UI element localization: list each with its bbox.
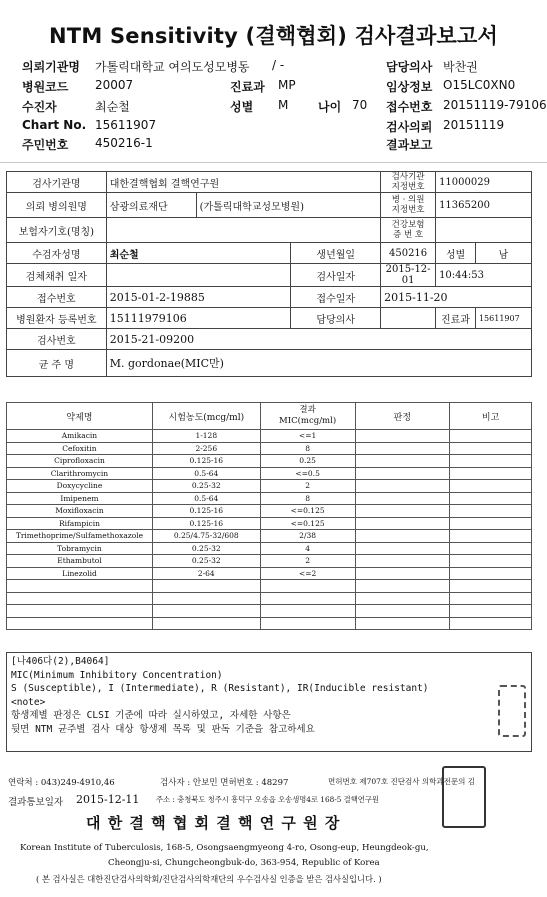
chart-no-label: Chart No. (22, 118, 87, 132)
drug-name: Trimethoprime/Sulfamethoxazole (7, 530, 153, 543)
remark (450, 555, 532, 568)
test-concentration: 2-64 (152, 567, 260, 580)
remark (450, 430, 532, 443)
table-row (7, 467, 532, 480)
org-name-korean: 대 한 결 핵 협 회 결 핵 연 구 원 장 (86, 814, 341, 832)
receipt-date-label: 접수일자 (291, 287, 381, 308)
ins-card-value (436, 218, 532, 243)
test-concentration: 2-256 (152, 442, 260, 455)
info-doctor-label: 담당의사 (291, 308, 381, 329)
table-row (7, 605, 532, 618)
test-concentration (152, 592, 260, 605)
table-row (7, 480, 532, 493)
mic-result: <=2 (260, 567, 355, 580)
resident-value: 450216-1 (95, 136, 153, 150)
interpretation (355, 580, 450, 593)
col-header-interpretation: 판정 (355, 403, 450, 430)
interpretation (355, 430, 450, 443)
remark (450, 480, 532, 493)
remark (450, 467, 532, 480)
req-inst-id-label: 병 · 의원 지정번호 (381, 193, 436, 218)
chart-no-value: 15611907 (95, 118, 157, 132)
test-no-label: 검사번호 (7, 329, 107, 350)
col-header-drug: 약제명 (7, 403, 153, 430)
remark (450, 455, 532, 468)
test-concentration: 0.125-16 (152, 505, 260, 518)
mic-result (260, 617, 355, 630)
interpretation (355, 530, 450, 543)
mic-result: 0.25 (260, 455, 355, 468)
remark (450, 542, 532, 555)
drug-name: Moxifloxacin (7, 505, 153, 518)
interpretation (355, 467, 450, 480)
report-date-value: 2015-12-11 (76, 793, 140, 806)
info-doctor-value (381, 308, 436, 329)
test-concentration (152, 617, 260, 630)
receipt-no-value: 2015-01-2-19885 (106, 287, 291, 308)
test-date-label: 검사일자 (291, 264, 381, 287)
table-row (7, 542, 532, 555)
receipt-label: 접수번호 (386, 100, 433, 114)
remark (450, 505, 532, 518)
table-row (7, 580, 532, 593)
institution-value: 가톨릭대학교 여의도성모병동 (95, 60, 250, 74)
mic-result: 2/38 (260, 530, 355, 543)
mic-result: 8 (260, 492, 355, 505)
seal-stamp-mark (498, 685, 526, 737)
drug-name: Amikacin (7, 430, 153, 443)
interpretation (355, 542, 450, 555)
remark (450, 567, 532, 580)
age-label: 나이 (318, 100, 342, 114)
col-header-remark: 비고 (450, 403, 532, 430)
info-dept-value: 15611907 (475, 308, 531, 329)
drug-name: Linezolid (7, 567, 153, 580)
test-concentration: 0.125-16 (152, 517, 260, 530)
drug-name (7, 605, 153, 618)
drug-name: Tobramycin (7, 542, 153, 555)
remark (450, 605, 532, 618)
footer-address: 주소 : 충청북도 청주시 흥덕구 오송읍 오송생명4로 168-5 결핵연구원 (156, 795, 379, 804)
test-concentration (152, 580, 260, 593)
lab-id-label: 검사기관 지정번호 (381, 172, 436, 193)
drug-name: Rifampicin (7, 517, 153, 530)
info-dept-label: 진료과 (436, 308, 476, 329)
resident-label: 주민번호 (22, 138, 69, 152)
test-concentration: 0.25-32 (152, 542, 260, 555)
footer-contact: 연락처 : 043)249-4910,46 (8, 778, 115, 788)
lab-id-value: 11000029 (436, 172, 532, 193)
patient-name-label: 수검자성명 (7, 243, 107, 264)
remark (450, 517, 532, 530)
drug-name (7, 617, 153, 630)
note-line: 뒷면 NTM 균주별 검사 대상 항생제 목록 및 판독 기준을 참고하세요 (11, 723, 315, 735)
interpretation (355, 455, 450, 468)
ins-card-label: 건강보험 증 번 호 (381, 218, 436, 243)
table-row (7, 567, 532, 580)
official-seal (442, 766, 486, 828)
mic-result: 4 (260, 542, 355, 555)
request-label: 검사의뢰 (386, 120, 433, 134)
remark (450, 530, 532, 543)
insured-value (106, 218, 380, 243)
sex-value: M (278, 98, 289, 112)
interpretation (355, 617, 450, 630)
test-concentration: 0.125-16 (152, 455, 260, 468)
drug-name: Cefoxitin (7, 442, 153, 455)
footer-cert: 면허번호 제707호 진단검사 의학과전문의 김 (328, 777, 476, 786)
notes-box (6, 652, 532, 752)
drug-name: Ciprofloxacin (7, 455, 153, 468)
note-line: 항생제별 판정은 CLSI 기준에 따라 실시하였고, 자세한 사항은 (11, 710, 291, 721)
doctor-value: 박찬권 (443, 60, 478, 74)
remark (450, 580, 532, 593)
ward-value: / - (272, 58, 285, 72)
note-line: MIC(Minimum Inhibitory Concentration) (11, 669, 223, 681)
mic-result: <=0.125 (260, 517, 355, 530)
reg-no-value: 15111979106 (106, 308, 291, 329)
table-row (7, 617, 532, 630)
drug-name (7, 580, 153, 593)
org-address-en-2: Cheongju-si, Chungcheongbuk-do, 363-954, Republic of Korea (108, 858, 380, 868)
report-label: 결과보고 (386, 138, 433, 152)
collect-label: 검체채취 일자 (7, 264, 107, 287)
mic-result (260, 592, 355, 605)
lab-label: 검사기관명 (7, 172, 107, 193)
patient-label: 수진자 (22, 100, 57, 114)
test-concentration: 0.25/4.75-32/608 (152, 530, 260, 543)
interpretation (355, 492, 450, 505)
table-row (7, 455, 532, 468)
test-concentration: 1-128 (152, 430, 260, 443)
note-line: <note> (11, 696, 46, 708)
mic-result: 8 (260, 442, 355, 455)
mic-result: <=0.125 (260, 505, 355, 518)
test-concentration: 0.5-64 (152, 467, 260, 480)
drug-name: Ethambutol (7, 555, 153, 568)
interpretation (355, 442, 450, 455)
doctor-label: 담당의사 (386, 60, 433, 74)
footer-examiner: 검사자 : 안보민 면허번호 : 48297 (160, 778, 289, 788)
remark (450, 617, 532, 630)
mic-result: 2 (260, 480, 355, 493)
receipt-value: 20151119-79106 (443, 98, 547, 112)
test-concentration (152, 605, 260, 618)
table-row (7, 517, 532, 530)
drug-name: Imipenem (7, 492, 153, 505)
patient-info-table (6, 171, 532, 377)
interpretation (355, 605, 450, 618)
test-concentration: 0.25-32 (152, 555, 260, 568)
table-row (7, 492, 532, 505)
sex-value-cell: 남 (475, 243, 531, 264)
org-address-en-1: Korean Institute of Tuberculosis, 168-5, Osongsaengmyeong 4-ro, Osong-eup, Heungdeok-gu, (20, 843, 429, 853)
dob-label: 생년월일 (291, 243, 381, 264)
remark (450, 442, 532, 455)
organism-label: 균 주 명 (7, 350, 107, 377)
dob-value: 450216 (381, 243, 436, 264)
interpretation (355, 517, 450, 530)
test-time-value: 10:44:53 (436, 264, 532, 287)
age-value: 70 (352, 98, 368, 112)
interpretation (355, 555, 450, 568)
remark (450, 592, 532, 605)
test-no-value: 2015-21-09200 (106, 329, 531, 350)
mic-result: <=0.5 (260, 467, 355, 480)
certification-disclaimer: ( 본 검사실은 대한진단검사의학회/진단검사의학재단의 우수검사실 인증을 받은 검사실입니다. ) (36, 874, 382, 884)
lab-value: 대한결핵협회 결핵연구원 (106, 172, 380, 193)
drug-name: Doxycycline (7, 480, 153, 493)
collect-value (106, 264, 291, 287)
mic-result (260, 580, 355, 593)
hospital-code-label: 병원코드 (22, 80, 69, 94)
receipt-date-value: 2015-11-20 (381, 287, 532, 308)
table-row (7, 530, 532, 543)
req-inst-value: 삼광의료재단 (106, 193, 196, 218)
test-concentration: 0.25-32 (152, 480, 260, 493)
mic-result: <=1 (260, 430, 355, 443)
institution-label: 의뢰기관명 (22, 60, 80, 74)
test-concentration: 0.5-64 (152, 492, 260, 505)
patient-value: 최순철 (95, 100, 130, 114)
organism-value: M. gordonae(MIC만) (106, 350, 531, 377)
patient-name-value: 최순철 (106, 243, 291, 264)
interpretation (355, 592, 450, 605)
dept-label: 진료과 (230, 80, 265, 94)
table-row (7, 555, 532, 568)
table-row (7, 592, 532, 605)
req-inst-sub: (가톨릭대학교성모병원) (196, 193, 381, 218)
clinical-info-value: O15LC0XN0 (443, 78, 516, 92)
susceptibility-rows (7, 430, 532, 630)
hospital-code-value: 20007 (95, 78, 134, 92)
table-row (7, 430, 532, 443)
report-title: NTM Sensitivity (결핵협회) 검사결과보고서 (49, 24, 498, 48)
mic-result: 2 (260, 555, 355, 568)
interpretation (355, 480, 450, 493)
req-inst-label: 의뢰 병의원명 (7, 193, 107, 218)
clinical-info-label: 임상정보 (386, 80, 433, 94)
mic-result (260, 605, 355, 618)
drug-name (7, 592, 153, 605)
susceptibility-table (6, 402, 532, 630)
interpretation (355, 505, 450, 518)
col-header-mic: 결과 MIC(mcg/ml) (260, 403, 355, 430)
dept-value: MP (278, 78, 296, 92)
reg-no-label: 병원환자 등록번호 (7, 308, 107, 329)
note-line: [나406다(2),B4064] (11, 656, 110, 667)
col-header-concentration: 시험농도(mcg/ml) (152, 403, 260, 430)
sex-label: 성별 (230, 100, 254, 114)
request-value: 20151119 (443, 118, 505, 132)
req-inst-id-value: 11365200 (436, 193, 532, 218)
insured-label: 보험자기호(명칭) (7, 218, 107, 243)
remark (450, 492, 532, 505)
note-line: S (Susceptible), I (Intermediate), R (Resistant), IR(Inducible resistant) (11, 683, 429, 694)
table-row (7, 442, 532, 455)
test-date-value: 2015-12-01 (381, 264, 436, 287)
interpretation (355, 567, 450, 580)
report-date-label: 결과통보일자 (8, 797, 64, 808)
receipt-no-label: 접수번호 (7, 287, 107, 308)
table-row (7, 505, 532, 518)
sex-label-cell: 성별 (436, 243, 476, 264)
drug-name: Clarithromycin (7, 467, 153, 480)
